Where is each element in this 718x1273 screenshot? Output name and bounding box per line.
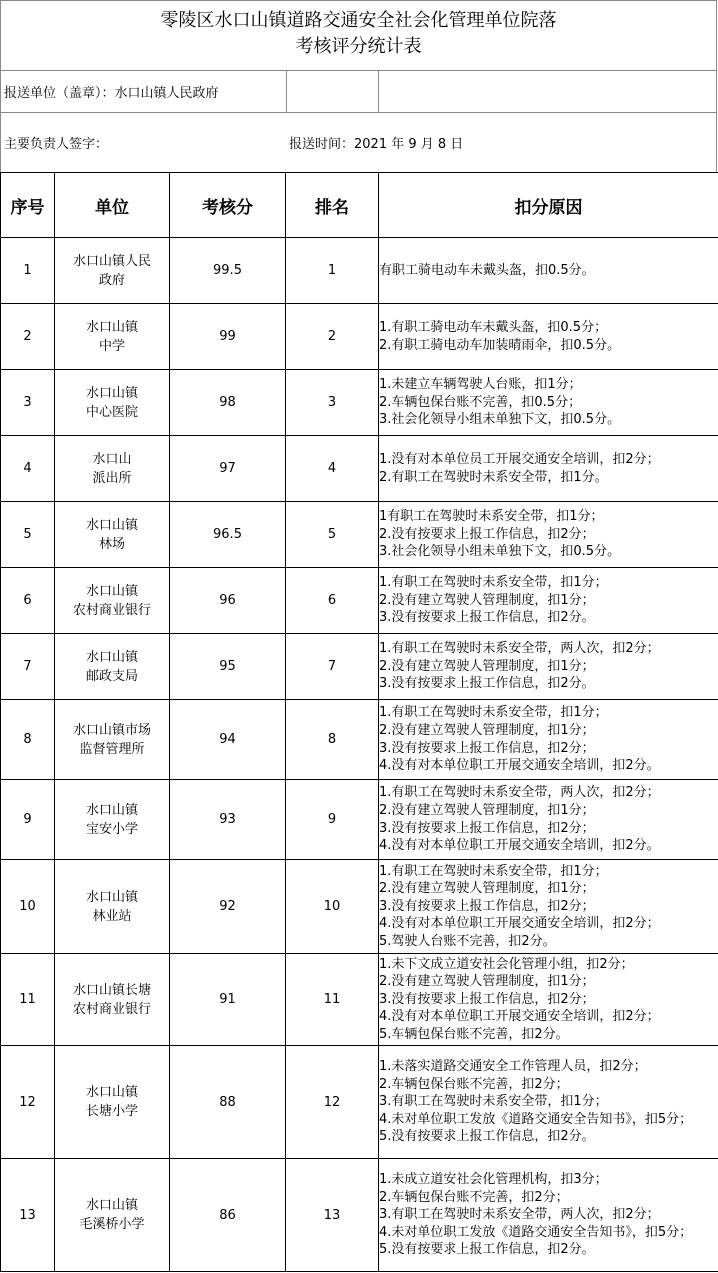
deduction-reason-line: 1.有职工在驾驶时未系安全带，两人次，扣2分；	[379, 641, 660, 657]
table-row	[1, 1046, 718, 1159]
deduction-reason-line: 4.没有对本单位职工开展交通安全培训，扣2分；	[379, 1009, 660, 1025]
deduction-reason-line: 2.没有建立驾驶人管理制度，扣1分；	[379, 592, 595, 608]
reporting-unit-row	[0, 70, 717, 112]
unit-name-line: 宝安小学	[85, 821, 138, 837]
score-value: 99	[170, 304, 286, 370]
unit-name	[55, 860, 170, 954]
row-number: 9	[1, 780, 55, 860]
deduction-reason-line: 1.有职工在驾驶时未系安全带，两人次，扣2分；	[379, 785, 660, 801]
rank-value: 10	[286, 860, 379, 954]
deduction-reason-line: 1.有职工在驾驶时未系安全带，扣1分；	[379, 575, 608, 591]
unit-name-line: 水口山镇	[85, 385, 138, 401]
unit-name	[55, 304, 170, 370]
deduction-reason-line: 1.未落实道路交通安全工作管理人员，扣2分；	[379, 1059, 647, 1075]
score-value: 92	[170, 860, 286, 954]
unit-name	[55, 1046, 170, 1159]
principal-signature: 主要负责人签字：	[4, 136, 109, 152]
unit-name-line: 邮政支局	[85, 668, 138, 684]
deduction-reason-line: 2.没有按要求上报工作信息，扣2分；	[379, 526, 595, 542]
rank-value: 4	[286, 436, 379, 502]
signature-row	[0, 112, 717, 172]
unit-name-line: 水口山镇人民	[72, 253, 151, 269]
deduction-reason-line: 2.车辆包保台账不完善，扣2分；	[379, 1076, 569, 1092]
table-row	[1, 436, 718, 502]
deduction-reason-line: 4.未对单位职工发放《道路交通安全告知书》，扣5分；	[379, 1111, 693, 1127]
table-row	[1, 568, 718, 634]
deduction-reason-line: 3.没有按要求上报工作信息，扣2分；	[379, 740, 595, 756]
deduction-reason	[379, 954, 718, 1046]
deduction-reason-line: 3.没有按要求上报工作信息，扣2分。	[379, 676, 595, 692]
table-header-row	[1, 173, 718, 238]
col-header-rank: 排名	[286, 173, 379, 238]
unit-name	[55, 436, 170, 502]
deduction-reason-line: 1.未建立车辆驾驶人台账，扣1分；	[379, 377, 582, 393]
unit-name	[55, 780, 170, 860]
deduction-reason-line: 1.有职工在驾驶时未系安全带，扣1分；	[379, 863, 608, 879]
unit-name-line: 农村商业银行	[72, 602, 151, 618]
score-table	[0, 172, 718, 1272]
unit-name	[55, 634, 170, 700]
unit-name-line: 政府	[98, 272, 125, 288]
unit-name-line: 水口山镇长塘	[72, 982, 151, 998]
sheet-title	[0, 0, 717, 70]
deduction-reason-line: 3.社会化领导小组未单独下文，扣0.5分。	[379, 412, 621, 428]
row-number: 13	[1, 1159, 55, 1272]
deduction-reason-line: 4.未对单位职工发放《道路交通安全告知书》，扣5分；	[379, 1224, 693, 1240]
unit-name	[55, 1159, 170, 1272]
deduction-reason-line: 5.车辆包保台账不完善，扣2分。	[379, 1026, 569, 1042]
row-number: 6	[1, 568, 55, 634]
unit-name	[55, 568, 170, 634]
row-number: 3	[1, 370, 55, 436]
table-row	[1, 304, 718, 370]
deduction-reason-line: 4.没有对本单位职工开展交通安全培训，扣2分。	[379, 838, 660, 854]
report-date: 报送时间：2021 年 9 月 8 日	[289, 136, 464, 152]
deduction-reason	[379, 370, 718, 436]
row-number: 2	[1, 304, 55, 370]
score-value: 96	[170, 568, 286, 634]
deduction-reason-line: 2.没有建立驾驶人管理制度，扣1分；	[379, 658, 595, 674]
col-header-reason: 扣分原因	[379, 173, 718, 238]
deduction-reason-line: 5.没有按要求上报工作信息，扣2分。	[379, 1129, 595, 1145]
deduction-reason	[379, 700, 718, 780]
row-number: 10	[1, 860, 55, 954]
deduction-reason-line: 2.有职工骑电动车加装晴雨伞，扣0.5分。	[379, 337, 621, 353]
unit-name-line: 中心医院	[85, 404, 138, 420]
unit-name-line: 林业站	[92, 908, 132, 924]
rank-value: 6	[286, 568, 379, 634]
reporting-unit: 报送单位（盖章）：水口山镇人民政府	[4, 85, 219, 101]
score-value: 95	[170, 634, 286, 700]
deduction-reason-line: 有职工骑电动车未戴头盔，扣0.5分。	[379, 262, 595, 278]
unit-name	[55, 238, 170, 304]
deduction-reason-line: 1.未成立道安社会化管理机构，扣3分；	[379, 1172, 608, 1188]
deduction-reason-line: 3.没有按要求上报工作信息，扣2分；	[379, 991, 595, 1007]
unit-name	[55, 370, 170, 436]
deduction-reason-line: 2.车辆包保台账不完善，扣0.5分；	[379, 394, 582, 410]
deduction-reason-line: 1.未下文成立道安社会化管理小组，扣2分；	[379, 956, 634, 972]
deduction-reason-line: 4.没有对本单位职工开展交通安全培训，扣2分；	[379, 916, 660, 932]
deduction-reason	[379, 436, 718, 502]
rank-value: 5	[286, 502, 379, 568]
row-number: 7	[1, 634, 55, 700]
deduction-reason-line: 3.社会化领导小组未单独下文，扣0.5分。	[379, 544, 621, 560]
deduction-reason-line: 2.有职工在驾驶时未系安全带，扣1分。	[379, 469, 608, 485]
deduction-reason	[379, 304, 718, 370]
score-value: 96.5	[170, 502, 286, 568]
deduction-reason-line: 3.没有按要求上报工作信息，扣2分；	[379, 898, 595, 914]
deduction-reason-line: 2.没有建立驾驶人管理制度，扣1分；	[379, 881, 595, 897]
deduction-reason-line: 5.没有按要求上报工作信息，扣2分。	[379, 1242, 595, 1258]
deduction-reason-line: 3.没有按要求上报工作信息，扣2分；	[379, 820, 595, 836]
deduction-reason-line: 1.有职工在驾驶时未系安全带，扣1分；	[379, 705, 608, 721]
row-number: 5	[1, 502, 55, 568]
row-number: 1	[1, 238, 55, 304]
deduction-reason	[379, 568, 718, 634]
table-row	[1, 1159, 718, 1272]
unit-name	[55, 954, 170, 1046]
score-value: 86	[170, 1159, 286, 1272]
deduction-reason-line: 1有职工在驾驶时未系安全带，扣1分；	[379, 509, 604, 525]
col-header-no: 序号	[1, 173, 55, 238]
row-number: 12	[1, 1046, 55, 1159]
unit-name-line: 监督管理所	[79, 741, 145, 757]
unit-name-line: 中学	[98, 338, 125, 354]
title-line-2: 考核评分统计表	[295, 36, 422, 57]
score-value: 94	[170, 700, 286, 780]
table-row	[1, 238, 718, 304]
rank-value: 1	[286, 238, 379, 304]
deduction-reason	[379, 238, 718, 304]
col-header-unit: 单位	[55, 173, 170, 238]
unit-name-line: 水口山镇	[85, 1085, 138, 1100]
rank-value: 8	[286, 700, 379, 780]
rank-value: 2	[286, 304, 379, 370]
deduction-reason	[379, 634, 718, 700]
unit-name-line: 水口山镇	[85, 583, 138, 599]
unit-name-line: 水口山镇	[85, 319, 138, 335]
deduction-reason-line: 4.没有对本单位职工开展交通安全培训，扣2分。	[379, 758, 660, 774]
deduction-reason-line: 1.有职工骑电动车未戴头盔，扣0.5分；	[379, 319, 608, 335]
rank-value: 13	[286, 1159, 379, 1272]
unit-name-line: 长塘小学	[85, 1104, 138, 1119]
unit-name-line: 水口山镇市场	[72, 722, 151, 738]
deduction-reason-line: 5.驾驶人台账不完善，扣2分。	[379, 933, 556, 949]
deduction-reason-line: 3.有职工在驾驶时未系安全带，两人次，扣2分；	[379, 1207, 660, 1223]
deduction-reason-line: 2.车辆包保台账不完善，扣2分；	[379, 1189, 569, 1205]
unit-name	[55, 700, 170, 780]
deduction-reason-line: 2.没有建立驾驶人管理制度，扣1分；	[379, 802, 595, 818]
grid-line	[0, 0, 717, 1]
title-line-1: 零陵区水口山镇道路交通安全社会化管理单位院落	[160, 10, 557, 31]
unit-name-line: 林场	[98, 536, 125, 552]
deduction-reason-line: 2.没有建立驾驶人管理制度，扣1分；	[379, 722, 595, 738]
deduction-reason-line: 2.没有建立驾驶人管理制度，扣1分；	[379, 974, 595, 990]
table-row	[1, 780, 718, 860]
score-value: 98	[170, 370, 286, 436]
rank-value: 7	[286, 634, 379, 700]
table-row	[1, 502, 718, 568]
unit-name-line: 水口山镇	[85, 889, 138, 905]
table-row	[1, 860, 718, 954]
deduction-reason-line: 1.没有对本单位员工开展交通安全培训，扣2分；	[379, 451, 660, 467]
table-row	[1, 700, 718, 780]
unit-name-line: 水口山镇	[85, 1198, 138, 1213]
rank-value: 11	[286, 954, 379, 1046]
unit-name-line: 派出所	[92, 470, 132, 486]
deduction-reason	[379, 1046, 718, 1159]
rank-value: 9	[286, 780, 379, 860]
unit-name-line: 水口山镇	[85, 802, 138, 818]
score-value: 97	[170, 436, 286, 502]
unit-name-line: 水口山	[92, 451, 132, 467]
score-value: 93	[170, 780, 286, 860]
unit-name-line: 水口山镇	[85, 649, 138, 665]
unit-name-line: 水口山镇	[85, 517, 138, 533]
table-row	[1, 954, 718, 1046]
unit-name	[55, 502, 170, 568]
deduction-reason	[379, 502, 718, 568]
deduction-reason-line: 3.有职工在驾驶时未系安全带，扣1分；	[379, 1094, 608, 1110]
row-number: 8	[1, 700, 55, 780]
unit-name-line: 毛溪桥小学	[79, 1217, 145, 1232]
deduction-reason	[379, 1159, 718, 1272]
score-value: 99.5	[170, 238, 286, 304]
score-value: 88	[170, 1046, 286, 1159]
deduction-reason-line: 3.没有按要求上报工作信息，扣2分。	[379, 610, 595, 626]
col-header-score: 考核分	[170, 173, 286, 238]
table-row	[1, 634, 718, 700]
score-value: 91	[170, 954, 286, 1046]
table-row	[1, 370, 718, 436]
rank-value: 3	[286, 370, 379, 436]
unit-name-line: 农村商业银行	[72, 1001, 151, 1017]
row-number: 4	[1, 436, 55, 502]
rank-value: 12	[286, 1046, 379, 1159]
deduction-reason	[379, 860, 718, 954]
row-number: 11	[1, 954, 55, 1046]
deduction-reason	[379, 780, 718, 860]
